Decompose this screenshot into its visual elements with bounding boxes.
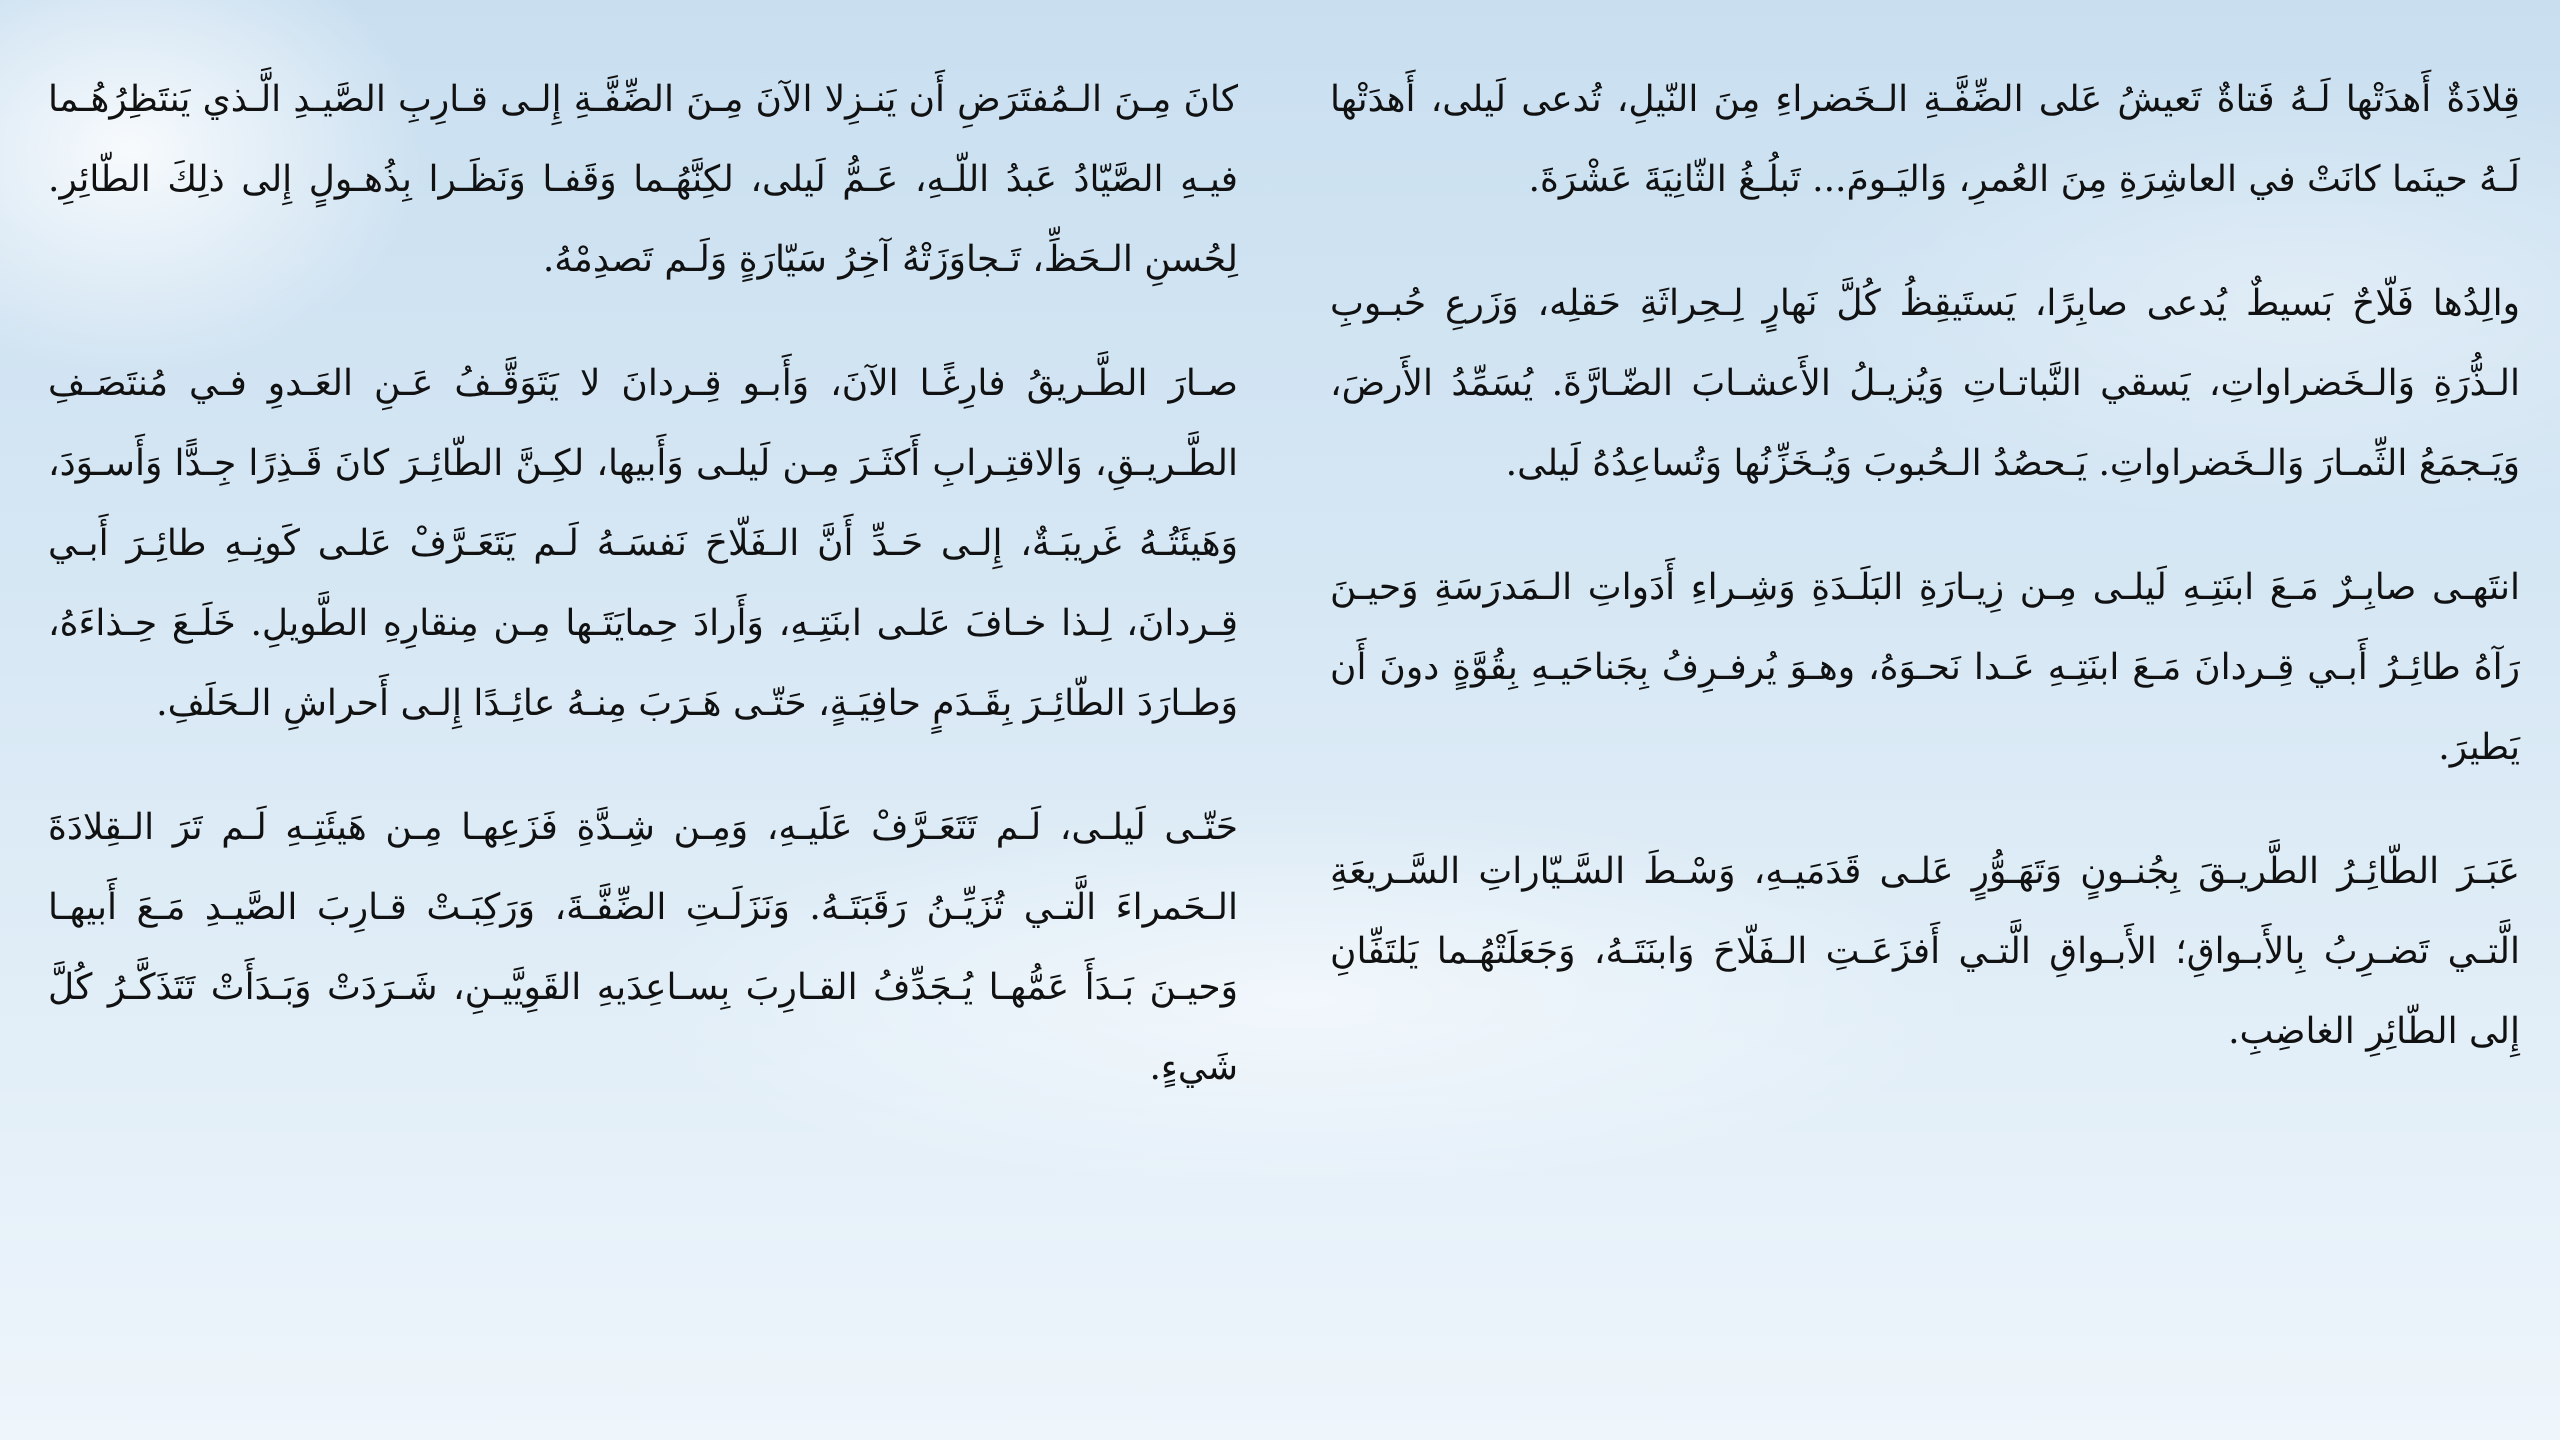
right-page — [1330, 60, 2520, 1400]
left-page — [48, 60, 1238, 1400]
paragraph: عَبَـرَ الطّائِـرُ الطَّريـقَ بِجُنـونٍ وَتَهَـوُّرٍ عَلـى قَدَمَيـهِ، وَسْـطَ السَّـيّاراتِ السَّـريعَةِ الَّتـي تَضـرِبُ بِالأَبـواقِ؛ الأَبـواقِ الَّتـي أَفزَعَـتِ الـفَلّاحَ وَابنَتَـهُ، وَجَعَلَتْهُـما يَلتَفِّانِ إِلى الطّائِرِ الغاضِبِ. — [1330, 851, 2520, 1052]
paragraph: انتَهـى صابِـرٌ مَـعَ ابنَتِـهِ لَيلـى مِـن زِيـارَةِ البَلَـدَةِ وَشِـراءِ أَدَواتِ الـمَدرَسَةِ وَحيـنَ رَآهُ طائِـرُ أَبـي قِـردانَ مَـعَ ابنَتِـهِ عَـدا نَحـوَهُ، وهـوَ يُرفـرِفُ بِجَناحَيـهِ بِقُوَّةٍ دونَ أَن يَطيرَ. — [1330, 567, 2520, 768]
paragraph: كانَ مِـنَ الـمُفتَرَضِ أَن يَنـزِلا الآنَ مِـنَ الضِّفَّـةِ إِلـى قـارِبِ الصَّيـدِ الَّـذي يَنتَظِرُهُـما فيـهِ الصَّيّادُ عَبدُ اللّـهِ، عَـمُّ لَيلى، لكِنَّهُـما وَقَفـا وَنَظَـرا بِذُهـولٍ إِلى ذلِكَ الطّائِرِ. لِحُسنِ الـحَظِّ، تَـجاوَزَتْهُ آخِرُ سَيّارَةٍ وَلَـم تَصدِمْهُ. — [48, 79, 1238, 280]
paragraph: صـارَ الطَّـريقُ فارِغًـا الآنَ، وَأَبـو قِـردانَ لا يَتَوَقَّـفُ عَـنِ العَـدوِ فـي مُنتَصَـفِ الطَّـريـقِ، وَالاقتِـرابِ أَكثَـرَ مِـن لَيلـى وَأَبيها، لكِـنَّ الطّائِـرَ كانَ قَـذِرًا جِـدًّا وَأَسـوَدَ، وَهَيئَتُـهُ غَريبَـةٌ، إِلـى حَـدِّ أَنَّ الـفَلّاحَ نَفسَـهُ لَـم يَتَعَـرَّفْ عَلـى كَونِـهِ طائِـرَ أَبـي قِـردانَ، لِـذا خـافَ عَلـى ابنَتِـهِ، وَأَرادَ حِمايَتَـها مِـن مِنقارِهِ الطَّويلِ. خَلَـعَ حِـذاءَهُ، وَطـارَدَ الطّائِـرَ بِقَـدَمٍ حافِيَـةٍ، حَتّـى هَـرَبَ مِنـهُ عائِـدًا إِلـى أَحراشِ الـحَلَفِ. — [48, 363, 1238, 724]
paragraph: قِلادَةٌ أَهدَتْها لَـهُ فَتاةٌ تَعيشُ عَلى الضِّفَّـةِ الـخَضراءِ مِنَ النّيلِ، تُدعى لَيلى، أَهدَتْها لَـهُ حينَما كانَتْ في العاشِرَةِ مِنَ العُمرِ، وَاليَـومَ... تَبلُـغُ الثّانِيَةَ عَشْرَةَ. — [1330, 79, 2520, 200]
paragraph: حَتّـى لَيلـى، لَـم تَتَعَـرَّفْ عَلَيـهِ، وَمِـن شِـدَّةِ فَزَعِهـا مِـن هَيئَتِـهِ لَـم تَرَ الـقِلادَةَ الـحَمراءَ الَّتـي تُزَيِّـنُ رَقَبَتَـهُ. وَنَزَلَـتِ الضِّفَّـةَ، وَرَكِبَـتْ قـارِبَ الصَّيـدِ مَـعَ أَبيهـا وَحيـنَ بَـدَأَ عَمُّهـا يُـجَدِّفُ القـارِبَ بِسـاعِدَيهِ القَوِيَّيـنِ، شَـرَدَتْ وَبَـدَأَتْ تَتَذَكَّـرُ كُلَّ شَيءٍ. — [48, 807, 1238, 1088]
paragraph: والِدُها فَلّاحٌ بَسيطٌ يُدعى صابِرًا، يَستَيقِظُ كُلَّ نَهارٍ لِـحِراثَةِ حَقلِه، وَزَرعِ حُبـوبِ الـذُّرَةِ وَالـخَضراواتِ، يَسقي النَّباتـاتِ وَيُزيـلُ الأَعشـابَ الضّـارَّةَ. يُسَمِّدُ الأَرضَ، وَيَـجمَعُ الثِّمـارَ وَالـخَضراواتِ. يَـحصُدُ الـحُبوبَ وَيُـخَزِّنُها وَتُساعِدُهُ لَيلى. — [1330, 283, 2521, 484]
